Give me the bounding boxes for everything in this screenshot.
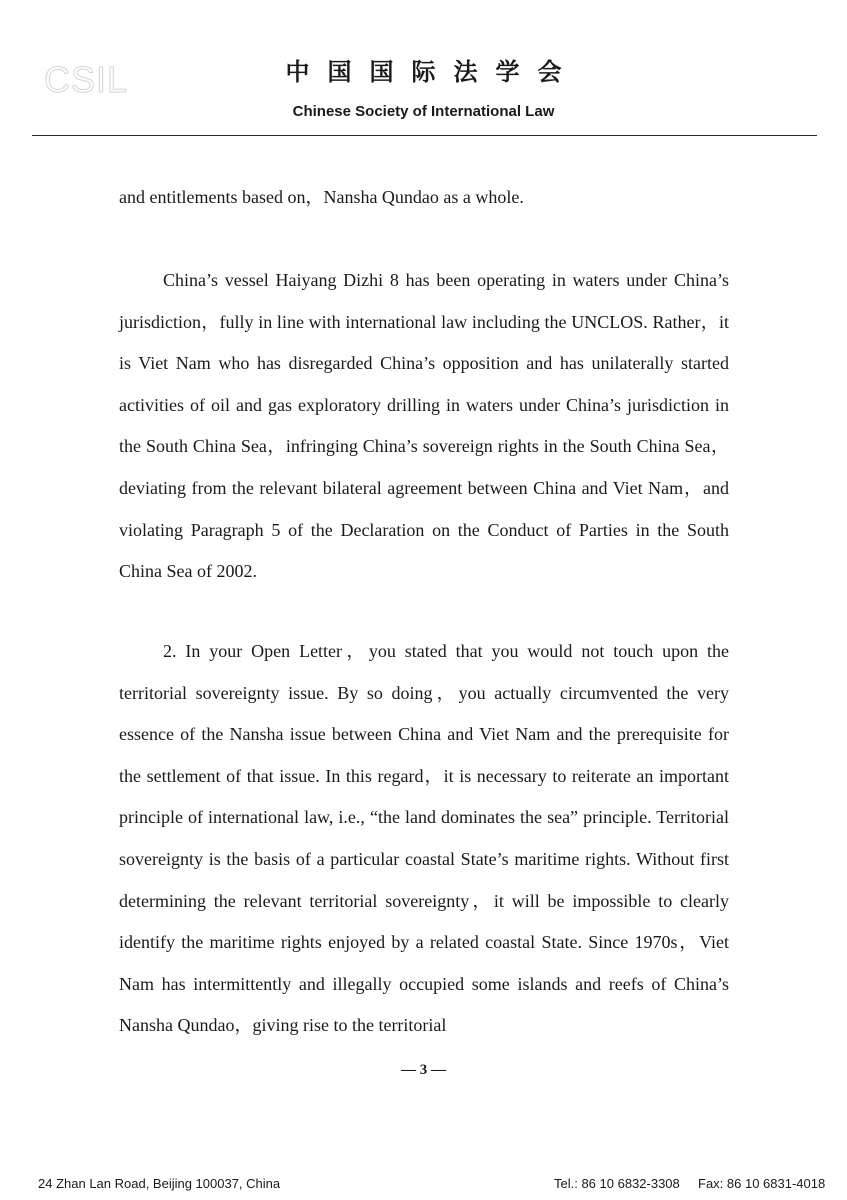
body-paragraph-point-2 — [119, 631, 729, 1047]
body-paragraph-continuation — [119, 177, 729, 219]
organization-name-chinese: 中国国际法学会 — [285, 57, 580, 86]
organization-name-english: Chinese Society of International Law — [292, 103, 555, 120]
footer-fax: Fax: 86 10 6831-4018 — [698, 1176, 826, 1191]
body-paragraph-vessel — [119, 260, 729, 593]
paragraph-text: and entitlements based on，Nansha Qundao as a whole. — [119, 187, 524, 207]
paragraph-text: China’s vessel Haiyang Dizhi 8 has been operating in waters under China’s jurisdiction，fully in line with international law including the UNCLOS. Rather，it is Viet Nam who has disregarded China’s opposition and has unilaterally started activities of oil and gas exploratory drilling in waters under China’s jurisdiction in the South China Sea，infringing China’s sovereign rights in the South China Sea，deviating from the relevant bilateral agreement between China and Viet Nam，and violating Paragraph 5 of the Declaration on the Conduct of Parties in the South China Sea of 2002. — [119, 270, 729, 582]
footer-telephone: Tel.: 86 10 6832-3308 — [554, 1176, 680, 1191]
footer-address: 24 Zhan Lan Road, Beijing 100037, China — [38, 1176, 281, 1191]
header-divider — [32, 135, 817, 136]
csil-watermark-logo: CSIL — [44, 59, 129, 100]
paragraph-text: 2. In your Open Letter，you stated that you would not touch upon the territorial sovereignty issue. By so doing，you actually circumvented the very essence of the Nansha issue between China and Viet Nam and the prerequisite for the settlement of that issue. In this regard，it is necessary to reiterate an important principle of international law, i.e., “the land dominates the sea” principle. Territorial sovereignty is the basis of a particular coastal State’s maritime rights. Without first determining the relevant territorial sovereignty，it will be impossible to clearly identify the maritime rights enjoyed by a related coastal State. Since 1970s，Viet Nam has intermittently and illegally occupied some islands and reefs of China’s Nansha Qundao，giving rise to the territorial — [119, 641, 729, 1036]
page-number: — 3 — — [401, 1062, 446, 1078]
